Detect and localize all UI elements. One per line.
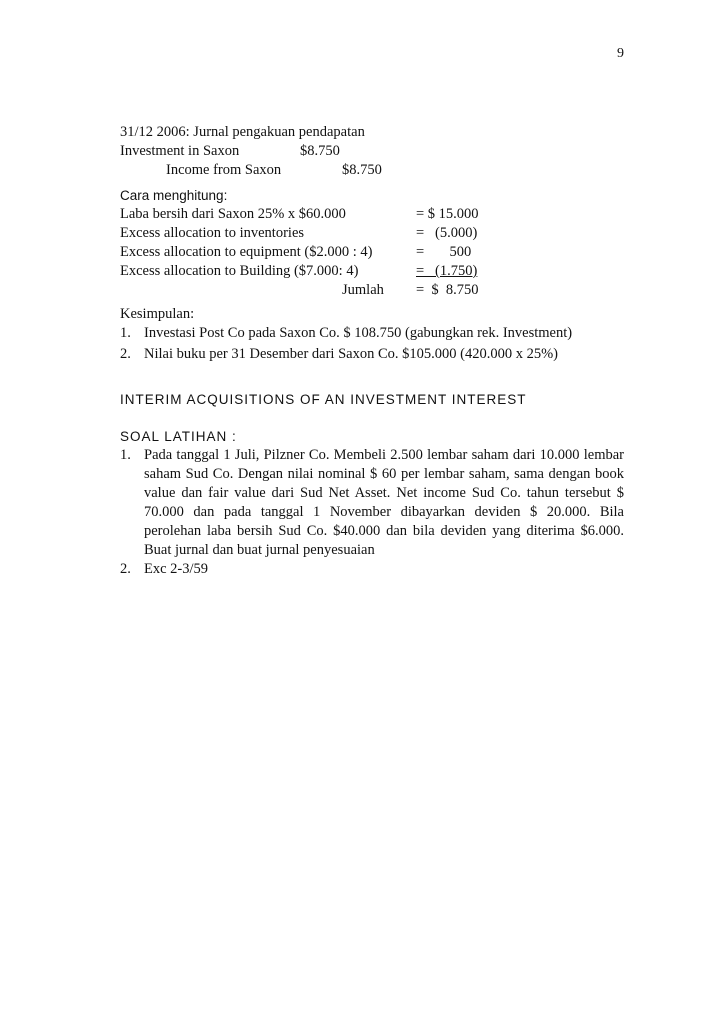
- calc-value: = (1.750): [416, 263, 478, 279]
- section-heading: INTERIM ACQUISITIONS OF AN INVESTMENT INTEREST: [120, 392, 527, 407]
- calc-value: = $ 15.000: [416, 206, 479, 222]
- calc-label: Excess allocation to Building ($7.000: 4): [120, 263, 359, 279]
- journal-debit-row: [120, 142, 624, 161]
- calc-row: [120, 243, 624, 262]
- conclusion-section: [120, 305, 624, 364]
- journal-entry: [120, 123, 624, 180]
- calc-label: Excess allocation to inventories: [120, 225, 305, 241]
- calc-total-label: Jumlah: [342, 282, 384, 298]
- credit-amount: $8.750: [342, 162, 382, 178]
- journal-credit-row: [120, 161, 624, 180]
- item-text: Nilai buku per 31 Desember dari Saxon Co. $105.000 (420.000 x 25%): [144, 346, 558, 362]
- calc-label: Laba bersih dari Saxon 25% x $60.000: [120, 206, 346, 222]
- list-item: [120, 345, 624, 364]
- journal-title: 31/12 2006: Jurnal pengakuan pendapatan: [120, 124, 365, 140]
- item-text: Investasi Post Co pada Saxon Co. $ 108.750 (gabungkan rek. Investment): [144, 325, 573, 341]
- item-number: 2.: [120, 346, 131, 362]
- list-item: [120, 446, 624, 560]
- debit-account: Investment in Saxon: [120, 143, 240, 159]
- calculation-heading: Cara menghitung:: [120, 188, 228, 203]
- page-number: 9: [617, 46, 624, 61]
- exercises-heading: SOAL LATIHAN :: [120, 429, 237, 444]
- calc-label: Excess allocation to equipment ($2.000 : 4): [120, 244, 373, 260]
- conclusion-heading: Kesimpulan:: [120, 306, 195, 322]
- calc-value: = (5.000): [416, 225, 478, 241]
- list-item: [120, 560, 624, 579]
- credit-account: Income from Saxon: [166, 162, 282, 178]
- calc-row: [120, 224, 624, 243]
- debit-amount: $8.750: [300, 143, 340, 159]
- item-number: 2.: [120, 561, 131, 577]
- item-number: 1.: [120, 447, 131, 463]
- exercises-section: [120, 427, 624, 579]
- calculation-section: [120, 186, 624, 300]
- item-text: Exc 2-3/59: [144, 561, 209, 577]
- list-item: [120, 324, 624, 343]
- item-text: Pada tanggal 1 Juli, Pilzner Co. Membeli 2.500 lembar saham dari 10.000 lembar saham Sud Co. Dengan nilai nominal $ 60 per lembar saham, sama dengan book value dan fair value dari Sud Net Asset. Net income Sud Co. tahun tersebut $ 70.000 dan pada tanggal 1 November dibayarkan deviden $ 20.000. Bila perolehan laba bersih Sud Co. $40.000 dan bila deviden yang diterima $6.000. Buat jurnal dan buat jurnal penyesuaian: [144, 447, 624, 558]
- calc-total-value: = $ 8.750: [416, 282, 479, 298]
- calc-row: [120, 262, 624, 281]
- calc-total-row: [120, 281, 624, 300]
- item-number: 1.: [120, 325, 131, 341]
- calc-value: = 500: [416, 244, 472, 260]
- calc-row: [120, 205, 624, 224]
